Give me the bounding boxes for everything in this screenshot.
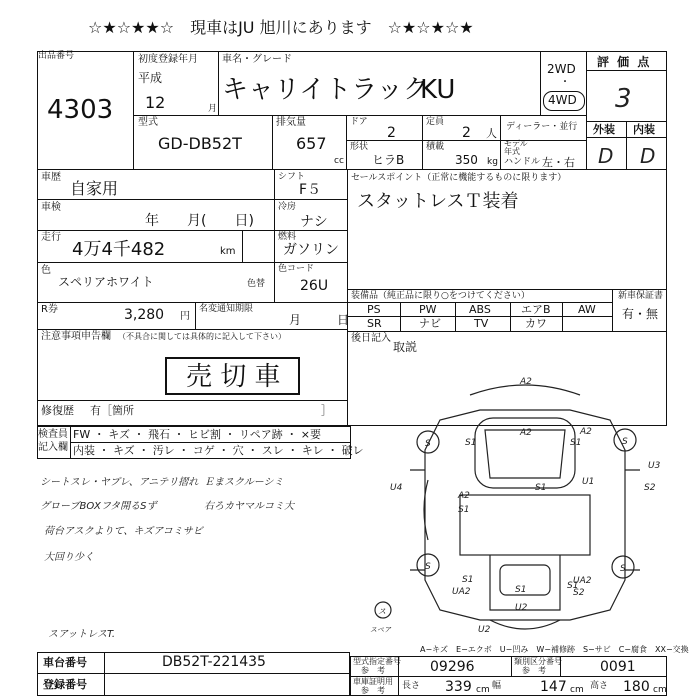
height-label: 高さ bbox=[590, 681, 609, 691]
width-unit: cm bbox=[570, 685, 584, 695]
mileage: 4万4千482 bbox=[72, 239, 166, 260]
drive-4wd: 4WD bbox=[548, 93, 577, 107]
banner: ☆★☆★★☆ 現車はJU 旭川にあります ☆★☆★☆★ bbox=[88, 18, 474, 37]
usage-label: 車歴 bbox=[41, 172, 61, 183]
new-car-label: 新車保証書 bbox=[618, 291, 664, 301]
note-line-7: スアットレスT. bbox=[48, 629, 116, 640]
height: 180 bbox=[623, 679, 650, 695]
after-label: 後日記入 bbox=[351, 333, 391, 344]
mark-6: S bbox=[622, 437, 628, 447]
door-label: ドア bbox=[350, 117, 368, 127]
length: 339 bbox=[445, 679, 472, 695]
fuel-label: 燃料 bbox=[278, 232, 297, 242]
equip-pw: PW bbox=[419, 303, 437, 316]
reg-label: 登録番号 bbox=[43, 678, 87, 691]
stamp-text: 売 切 車 bbox=[186, 362, 281, 392]
mark-10: S2 bbox=[644, 483, 656, 493]
mark-7: S bbox=[425, 562, 431, 572]
mark-3: S1 bbox=[570, 438, 582, 448]
diagram-legend: A−キズ E−エクボ U−凹み W−補修跡 S−サビ C−腐食 XX−交換 bbox=[420, 645, 689, 654]
mark-1: A2 bbox=[520, 428, 532, 438]
shift-label: シフト bbox=[278, 172, 306, 182]
mark-11: U4 bbox=[390, 483, 403, 493]
dealer-label: ディーラー・並行 bbox=[506, 122, 578, 132]
shape-label: 形状 bbox=[350, 142, 369, 152]
handle: 左・右 bbox=[542, 156, 575, 169]
ac-label: 冷房 bbox=[278, 202, 297, 212]
sales-point-label: セールスポイント（正常に機能するものに限ります） bbox=[351, 173, 567, 183]
note-line-2: Ｅまスクルーシミ bbox=[204, 477, 284, 488]
fuel: ガソリン bbox=[283, 242, 339, 258]
mark-8: S bbox=[620, 564, 626, 574]
colorcode: 26U bbox=[300, 278, 329, 294]
notes-sublabel: （不具合に関しては具体的に記入して下さい） bbox=[118, 332, 286, 341]
mark-0: A2 bbox=[520, 377, 532, 387]
cert-sub: 参 考 bbox=[361, 686, 385, 695]
mark-25: ス bbox=[378, 607, 386, 616]
equip-tv: TV bbox=[474, 317, 489, 330]
model-name-label: 車名・グレード bbox=[222, 54, 292, 65]
recycle-label: R券 bbox=[41, 304, 58, 315]
height-unit: cm bbox=[653, 685, 667, 695]
recycle: 3,280 bbox=[124, 307, 165, 323]
interior-grade: D bbox=[640, 144, 656, 168]
equip-ps: PS bbox=[367, 303, 381, 316]
shaken: 年 月( 日) bbox=[145, 213, 254, 229]
interior-label: 内装 bbox=[633, 123, 655, 136]
mark-22: S2 bbox=[573, 588, 585, 598]
colorcode-label: 色コード bbox=[278, 264, 315, 274]
width: 147 bbox=[540, 679, 567, 695]
equip-sr: SR bbox=[367, 317, 382, 330]
mark-17: S1 bbox=[515, 585, 527, 595]
chassis-no: DB52T-221435 bbox=[162, 654, 266, 670]
model-year-label: モデル年式 bbox=[504, 139, 528, 156]
equipment-label: 装備品（純正品に限り○をつけてください） bbox=[351, 291, 530, 301]
drive-2wd: 2WD bbox=[547, 62, 576, 76]
grade: KU bbox=[420, 75, 456, 105]
rating-label: 評 価 点 bbox=[597, 55, 652, 69]
person-unit: 人 bbox=[486, 127, 497, 140]
mark-4: A2 bbox=[580, 427, 592, 437]
name-change-label: 名変通知期限 bbox=[199, 304, 254, 314]
load-label: 積載 bbox=[426, 142, 445, 152]
handle-label: ハンドル bbox=[504, 157, 541, 167]
inspector-row2: 内装 ・ キズ ・ 汚レ ・ コゲ ・ 穴 ・ スレ ・ キレ ・ 破レ bbox=[73, 444, 364, 457]
equip-airbag: エアB bbox=[521, 303, 551, 316]
equip-navi: ナビ bbox=[419, 317, 441, 330]
notes-label: 注意事項申告欄 bbox=[41, 331, 111, 342]
exterior-label: 外装 bbox=[593, 123, 615, 136]
car-outline bbox=[375, 385, 640, 629]
drive-dot: ・ bbox=[560, 77, 570, 88]
colortype-label: 色替 bbox=[247, 279, 266, 289]
cc-unit: cc bbox=[334, 156, 344, 166]
class-no: 0091 bbox=[600, 659, 636, 675]
mark-19: S1 bbox=[567, 581, 579, 591]
repair-label: 修復歴 bbox=[41, 404, 74, 417]
mark-12: A2 bbox=[458, 491, 470, 501]
inspector-l2: 記入欄 bbox=[38, 442, 68, 453]
after-text: 取説 bbox=[393, 340, 418, 354]
ac: ナシ bbox=[300, 214, 328, 230]
mark-23: U2 bbox=[478, 625, 491, 635]
note-line-1: シートスレ・ヤブレ、アニテリ摺れ bbox=[40, 477, 199, 488]
note-line-4: 右ろカヤマルコミ大 bbox=[204, 501, 294, 512]
note-line-3: グローブBOXフタ開るSず bbox=[40, 501, 157, 512]
month-label: 月 bbox=[208, 104, 218, 114]
shaken-label: 車検 bbox=[41, 202, 61, 213]
shape: ヒラB bbox=[372, 153, 405, 167]
model-name: キャリイトラック bbox=[222, 75, 429, 105]
length-label: 長さ bbox=[402, 681, 421, 691]
capacity-label: 定員 bbox=[426, 117, 445, 127]
displacement-label: 排気量 bbox=[276, 117, 306, 128]
equip-abs: ABS bbox=[469, 303, 491, 316]
mark-21: UA2 bbox=[573, 576, 592, 586]
lot-label: 出品番号 bbox=[38, 51, 75, 61]
first-reg-label: 初度登録年月 bbox=[138, 54, 198, 65]
class-label: 類別区分番号 bbox=[514, 657, 562, 666]
capacity: 2 bbox=[462, 125, 471, 141]
class-sub: 参 考 bbox=[522, 666, 546, 675]
equip-leather: カワ bbox=[525, 317, 547, 330]
width-label: 幅 bbox=[492, 681, 502, 691]
type-cert-sub: 参 考 bbox=[361, 666, 385, 675]
note-line-5: 荷台アスクよりて、キズアコミサビ bbox=[44, 526, 203, 537]
rating-value: 3 bbox=[615, 84, 632, 114]
load: 350 bbox=[455, 153, 478, 167]
inspector-row1: FW ・ キズ ・ 飛石 ・ ヒビ割 ・ リペア跡 ・ ×要 bbox=[73, 428, 321, 441]
mark-2: S1 bbox=[465, 438, 477, 448]
yen-unit: 円 bbox=[180, 311, 190, 322]
mileage-label: 走行 bbox=[41, 232, 61, 243]
reg-year: 12 bbox=[145, 93, 166, 112]
mark-13: S1 bbox=[458, 505, 470, 515]
type-cert-label: 型式指定番号 bbox=[353, 657, 401, 666]
type-cert-no: 09296 bbox=[430, 659, 475, 675]
mark-5: S bbox=[425, 439, 431, 449]
kg-unit: kg bbox=[487, 157, 498, 167]
mark-9: U3 bbox=[648, 461, 661, 471]
color: スペリアホワイト bbox=[58, 275, 154, 289]
type-label: 型式 bbox=[138, 117, 158, 128]
name-change: 月 日 bbox=[289, 313, 350, 327]
mark-24: スペア bbox=[370, 626, 391, 634]
usage: 自家用 bbox=[70, 179, 119, 198]
equip-aw: AW bbox=[578, 303, 596, 316]
mark-14: S1 bbox=[535, 483, 547, 493]
new-car: 有・無 bbox=[622, 307, 659, 321]
lot-number: 4303 bbox=[47, 95, 114, 125]
mark-18: UA2 bbox=[452, 587, 471, 597]
repair-value: 有［箇所 ］ bbox=[90, 404, 332, 417]
note-line-6: 大回り少く bbox=[44, 552, 94, 563]
cert-label: 車庫証明用 bbox=[353, 677, 393, 686]
color-label: 色 bbox=[41, 265, 51, 276]
doors: 2 bbox=[387, 125, 396, 141]
displacement: 657 bbox=[296, 134, 327, 153]
length-unit: cm bbox=[476, 685, 490, 695]
sales-point-text: スタットレスＴ装着 bbox=[357, 191, 519, 212]
mark-15: S1 bbox=[462, 575, 474, 585]
chassis-label: 車台番号 bbox=[43, 656, 87, 669]
type-value: GD-DB52T bbox=[158, 134, 242, 153]
vehicle-damage-diagram bbox=[370, 370, 670, 640]
exterior-grade: D bbox=[598, 144, 614, 168]
inspector-l1: 検査員 bbox=[38, 429, 68, 440]
mark-16: U1 bbox=[582, 477, 595, 487]
era: 平成 bbox=[138, 71, 163, 85]
mark-20: U2 bbox=[515, 603, 528, 613]
shift: F５ bbox=[299, 182, 322, 198]
km-unit: km bbox=[220, 246, 236, 257]
